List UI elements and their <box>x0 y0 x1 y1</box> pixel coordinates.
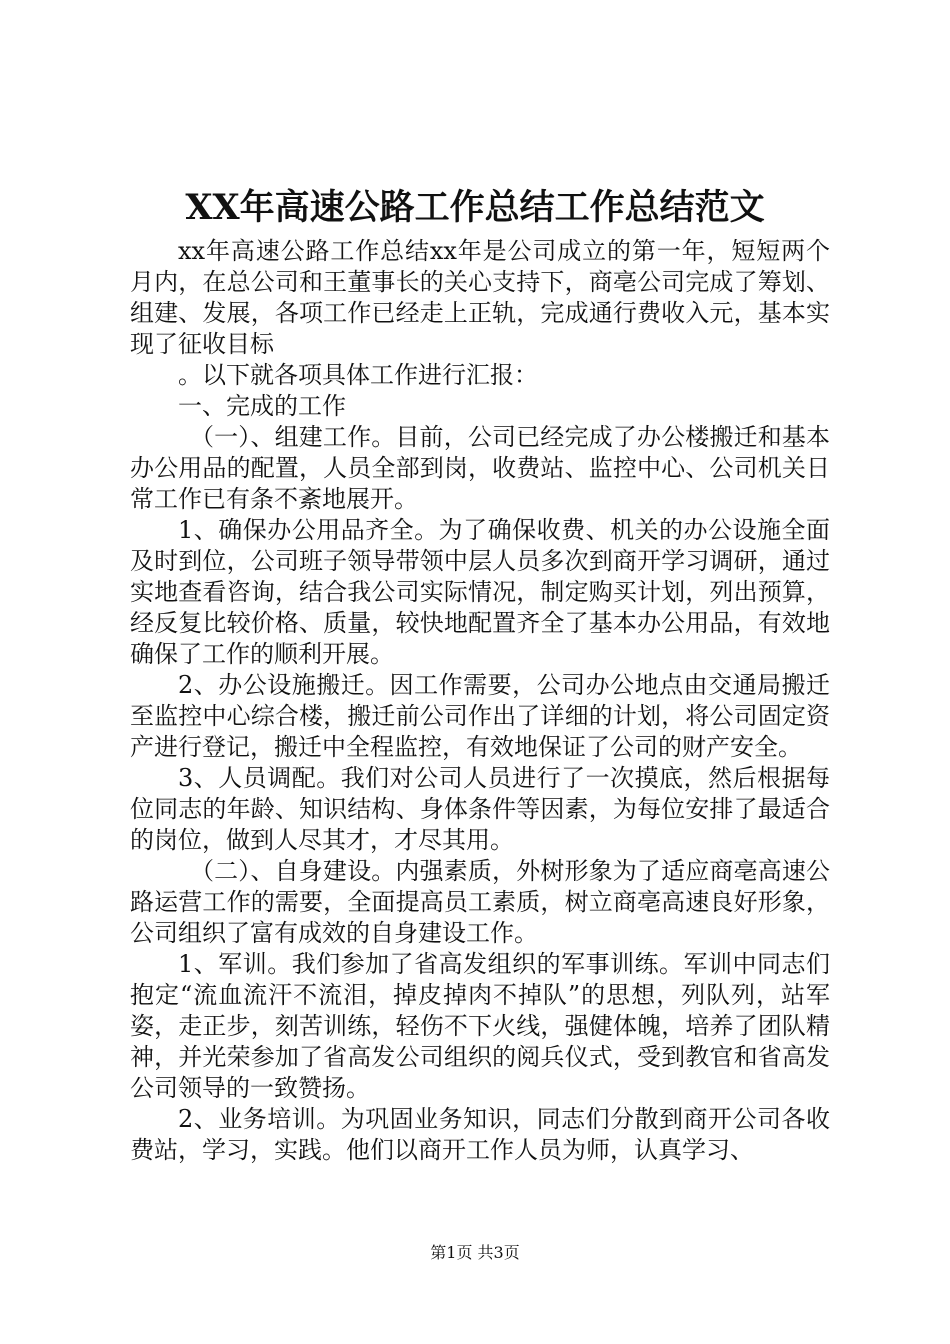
subsection-self-building: （二）、自身建设。内强素质，外树形象为了适应商亳高速公路运营工作的需要，全面提高员工素质，树立商亳高速良好形象，公司组织了富有成效的自身建设工作。 <box>130 857 830 947</box>
document-body <box>130 236 830 1166</box>
document-title: XX年高速公路工作总结工作总结范文 <box>185 187 765 228</box>
paragraph-office-supplies: 1、确保办公用品齐全。为了确保收费、机关的办公设施全面及时到位，公司班子领导带领中层人员多次到商开学习调研，通过实地查看咨询，结合我公司实际情况，制定购买计划，列出预算，经反复比较价格、质量，较快地配置齐全了基本办公用品，有效地确保了工作的顺利开展。 <box>130 516 830 668</box>
paragraph-staff-allocation: 3、人员调配。我们对公司人员进行了一次摸底，然后根据每位同志的年龄、知识结构、身体条件等因素，为每位安排了最适合的岗位，做到人尽其才，才尽其用。 <box>130 764 830 854</box>
paragraph-office-relocation: 2、办公设施搬迁。因工作需要，公司办公地点由交通局搬迁至监控中心综合楼，搬迁前公司作出了详细的计划，将公司固定资产进行登记，搬迁中全程监控，有效地保证了公司的财产安全。 <box>130 671 830 761</box>
section-heading-completed-work: 一、完成的工作 <box>178 392 346 420</box>
page-footer: 第1页 共3页 <box>430 1243 520 1262</box>
subsection-organization: （一）、组建工作。目前，公司已经完成了办公楼搬迁和基本办公用品的配置，人员全部到岗，收费站、监控中心、公司机关日常工作已有条不紊地展开。 <box>130 423 830 513</box>
paragraph-military-training: 1、军训。我们参加了省高发组织的军事训练。军训中同志们抱定“流血流汗不流泪，掉皮掉肉不掉队”的思想，列队列，站军姿，走正步，刻苦训练，轻伤不下火线，强健体魄，培养了团队精神，并光荣参加了省高发公司组织的阅兵仪式，受到教官和省高发公司领导的一致赞扬。 <box>130 950 830 1102</box>
paragraph-intro: xx年高速公路工作总结xx年是公司成立的第一年，短短两个月内，在总公司和王董事长的关心支持下，商亳公司完成了筹划、组建、发展，各项工作已经走上正轨，完成通行费收入元，基本实现了征收目标 <box>130 237 830 358</box>
paragraph-business-training: 2、业务培训。为巩固业务知识，同志们分散到商开公司各收费站，学习，实践。他们以商开工作人员为师，认真学习、 <box>130 1105 830 1164</box>
paragraph-report-lead: 。以下就各项具体工作进行汇报： <box>178 361 538 389</box>
